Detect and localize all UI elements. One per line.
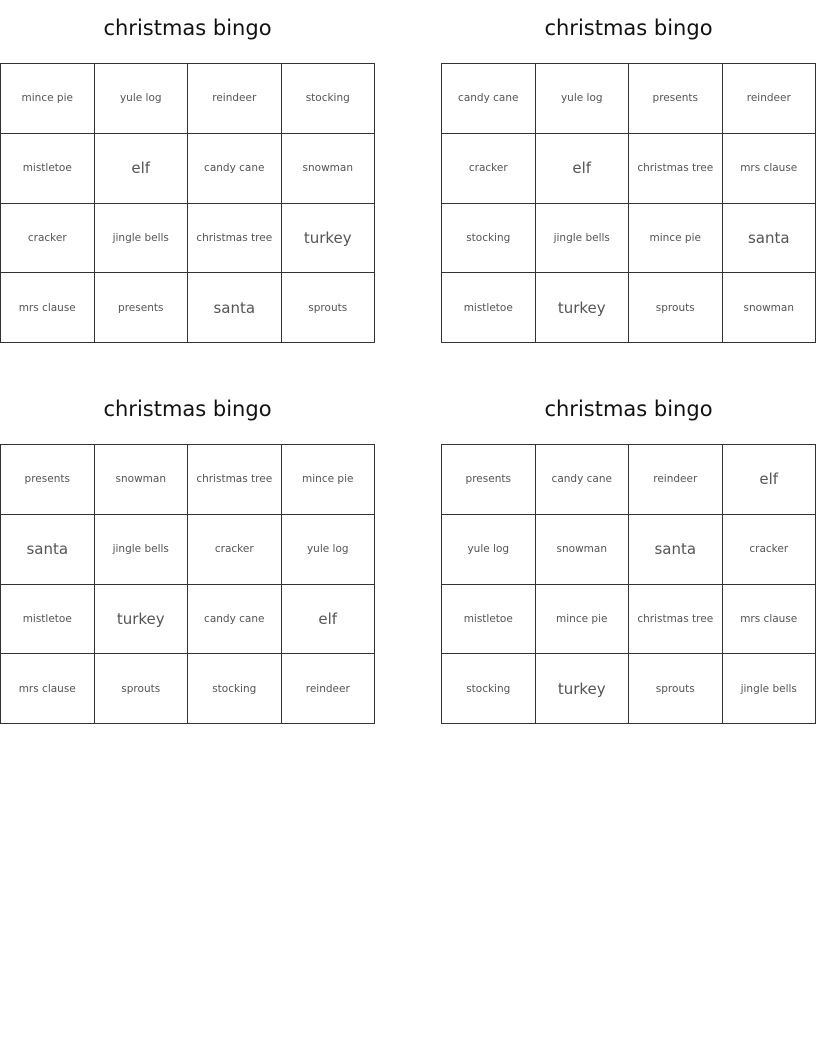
bingo-cell: stocking	[188, 654, 282, 724]
bingo-cell: elf	[536, 134, 630, 204]
bingo-cell: christmas tree	[629, 585, 723, 655]
bingo-cell: cracker	[188, 515, 282, 585]
card-title: christmas bingo	[544, 397, 713, 421]
bingo-cell: presents	[442, 445, 536, 515]
bingo-cell: mistletoe	[1, 134, 95, 204]
bingo-cell: mrs clause	[723, 585, 816, 655]
bingo-cell: presents	[629, 64, 723, 134]
bingo-cell: mince pie	[1, 64, 95, 134]
bingo-cell: candy cane	[442, 64, 536, 134]
bingo-cell: reindeer	[282, 654, 376, 724]
bingo-cell: candy cane	[188, 585, 282, 655]
bingo-cell: stocking	[442, 654, 536, 724]
bingo-cell: elf	[723, 445, 816, 515]
bingo-cell: sprouts	[629, 654, 723, 724]
bingo-cell: yule log	[536, 64, 630, 134]
bingo-cell: sprouts	[95, 654, 189, 724]
bingo-cell: stocking	[282, 64, 376, 134]
bingo-cell: christmas tree	[629, 134, 723, 204]
bingo-cell: presents	[1, 445, 95, 515]
bingo-cell: reindeer	[723, 64, 816, 134]
bingo-cell: snowman	[536, 515, 630, 585]
bingo-cell: mrs clause	[1, 273, 95, 343]
bingo-cell: santa	[188, 273, 282, 343]
bingo-cell: turkey	[536, 654, 630, 724]
bingo-cell: reindeer	[188, 64, 282, 134]
bingo-cell: turkey	[536, 273, 630, 343]
bingo-cell: mrs clause	[723, 134, 816, 204]
bingo-cell: yule log	[282, 515, 376, 585]
bingo-cell: reindeer	[629, 445, 723, 515]
card-title: christmas bingo	[103, 16, 272, 40]
bingo-cell: cracker	[442, 134, 536, 204]
bingo-cell: sprouts	[282, 273, 376, 343]
bingo-cell: cracker	[723, 515, 816, 585]
bingo-cell: jingle bells	[536, 204, 630, 274]
bingo-cell: turkey	[95, 585, 189, 655]
bingo-cell: yule log	[95, 64, 189, 134]
bingo-cell: turkey	[282, 204, 376, 274]
bingo-grid	[0, 444, 375, 724]
bingo-cell: presents	[95, 273, 189, 343]
bingo-cell: mistletoe	[1, 585, 95, 655]
bingo-cell: jingle bells	[95, 515, 189, 585]
bingo-cell: mince pie	[536, 585, 630, 655]
bingo-cell: snowman	[282, 134, 376, 204]
bingo-cell: candy cane	[188, 134, 282, 204]
bingo-cell: mistletoe	[442, 273, 536, 343]
card-title: christmas bingo	[544, 16, 713, 40]
bingo-cell: jingle bells	[723, 654, 816, 724]
bingo-cell: elf	[95, 134, 189, 204]
bingo-cell: sprouts	[629, 273, 723, 343]
bingo-cell: christmas tree	[188, 445, 282, 515]
bingo-cell: mince pie	[282, 445, 376, 515]
bingo-cell: mince pie	[629, 204, 723, 274]
bingo-cell: yule log	[442, 515, 536, 585]
bingo-cell: mrs clause	[1, 654, 95, 724]
bingo-cell: mistletoe	[442, 585, 536, 655]
bingo-cell: stocking	[442, 204, 536, 274]
bingo-cell: santa	[1, 515, 95, 585]
bingo-cell: cracker	[1, 204, 95, 274]
bingo-grid	[441, 444, 816, 724]
bingo-cell: jingle bells	[95, 204, 189, 274]
bingo-grid	[441, 63, 816, 343]
bingo-cell: christmas tree	[188, 204, 282, 274]
bingo-cell: snowman	[95, 445, 189, 515]
bingo-cell: santa	[723, 204, 816, 274]
bingo-grid	[0, 63, 375, 343]
bingo-cell: elf	[282, 585, 376, 655]
bingo-cell: candy cane	[536, 445, 630, 515]
card-title: christmas bingo	[103, 397, 272, 421]
bingo-cell: snowman	[723, 273, 816, 343]
bingo-cell: santa	[629, 515, 723, 585]
